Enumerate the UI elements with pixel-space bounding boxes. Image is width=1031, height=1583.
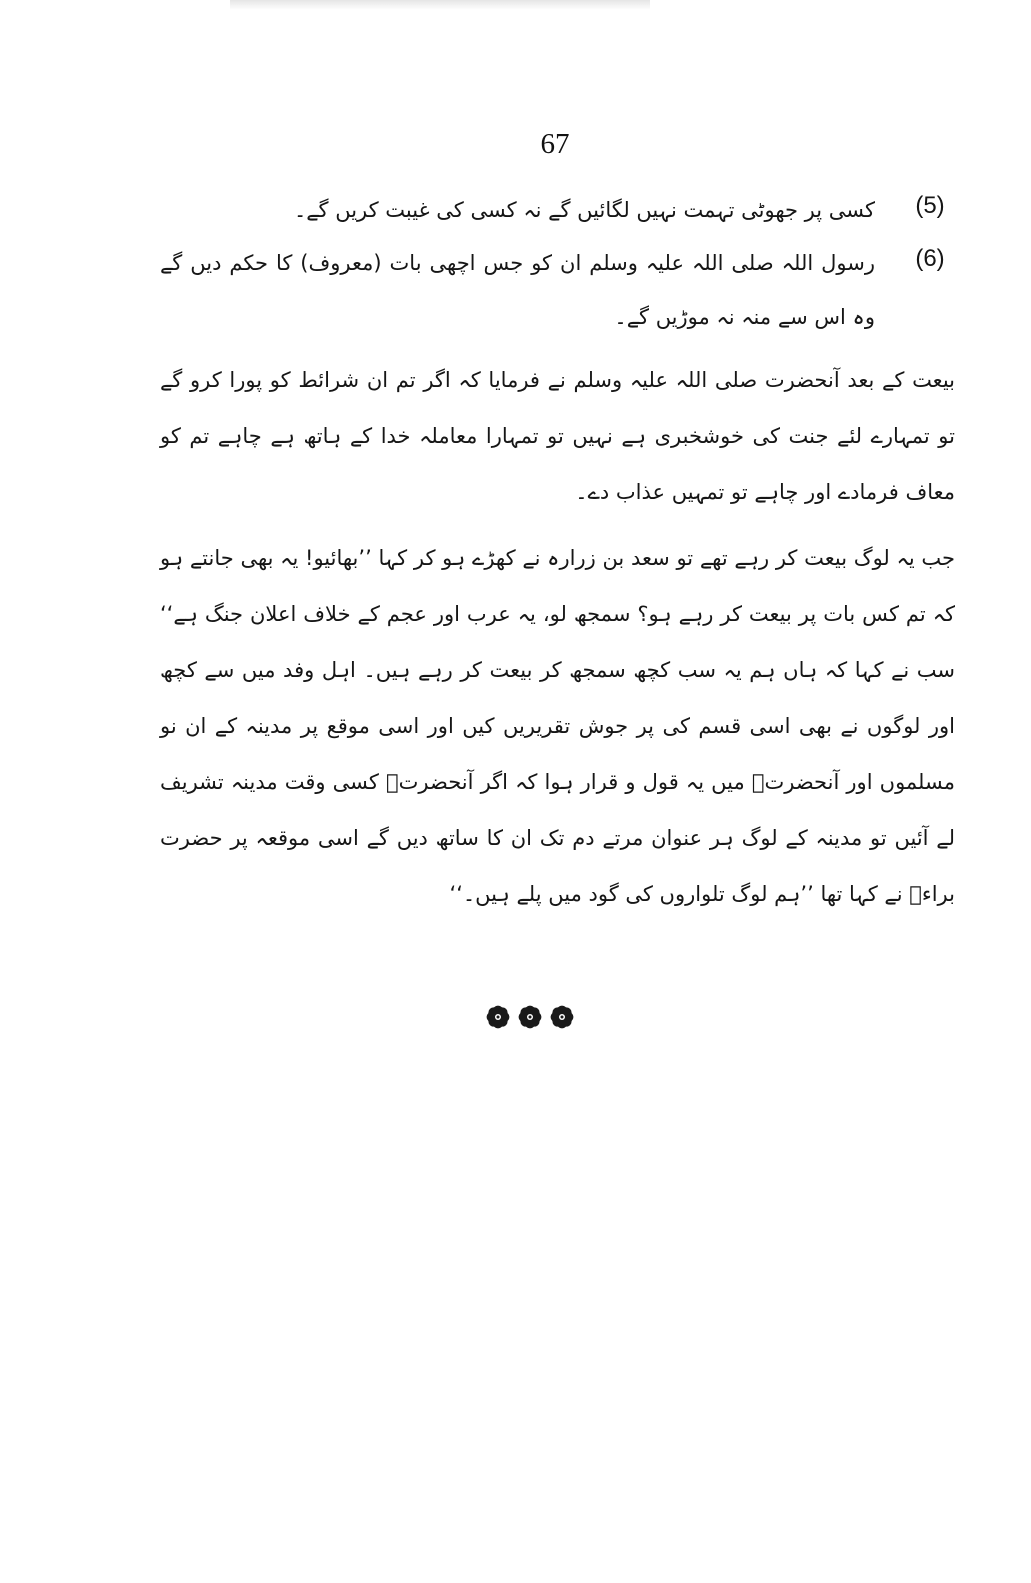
page-number: 67 — [540, 128, 570, 160]
list-item — [160, 183, 955, 237]
paragraph: بیعت کے بعد آنحضرت صلی اللہ علیہ وسلم نے فرمایا کہ اگر تم ان شرائط کو پورا کرو گے تو تمہارے لئے جنت کی خوشخبری ہے نہیں تو تمہارا معاملہ خدا کے ہاتھ ہے چاہے تم کو معاف فرمادے اور چاہے تو تمہیں عذاب دے۔ — [160, 368, 955, 504]
list-item-text: رسول اللہ صلی اللہ علیہ وسلم ان کو جس اچھی بات (معروف) کا حکم دیں گے وہ اس سے منہ نہ موڑیں گے۔ — [160, 251, 875, 329]
list-item-number: (5) — [915, 192, 945, 219]
three-flower-ornament-icon — [487, 1006, 574, 1029]
list-item — [160, 236, 955, 344]
scan-edge-shadow — [230, 0, 650, 10]
list-item-text: کسی پر جھوٹی تہمت نہیں لگائیں گے نہ کسی کی غیبت کریں گے۔ — [293, 198, 875, 222]
paragraph: جب یہ لوگ بیعت کر رہے تھے تو سعد بن زرارہ نے کھڑے ہو کر کہا ’’بھائیو! یہ بھی جانتے ہو کہ تم کس بات پر بیعت کر رہے ہو؟ سمجھ لو، یہ عرب اور عجم کے خلاف اعلان جنگ ہے‘‘ سب نے کہا کہ ہاں ہم یہ سب کچھ سمجھ کر بیعت کر رہے ہیں۔ اہل وفد میں سے کچھ اور لوگوں نے بھی اسی قسم کی پر جوش تقریریں کیں اور اسی موقع پر مدینہ کے ان نو مسلموں اور آنحضرتؐ میں یہ قول و قرار ہوا کہ اگر آنحضرتؐ کسی وقت مدینہ تشریف لے آئیں تو مدینہ کے لوگ ہر عنوان مرتے دم تک ان کا ساتھ دیں گے اسی موقعہ پر حضرت براءؓ نے کہا تھا ’’ہم لوگ تلواروں کی گود میں پلے ہیں۔‘‘ — [160, 546, 955, 906]
list-item-number: (6) — [915, 245, 945, 272]
section-divider — [480, 1003, 580, 1031]
